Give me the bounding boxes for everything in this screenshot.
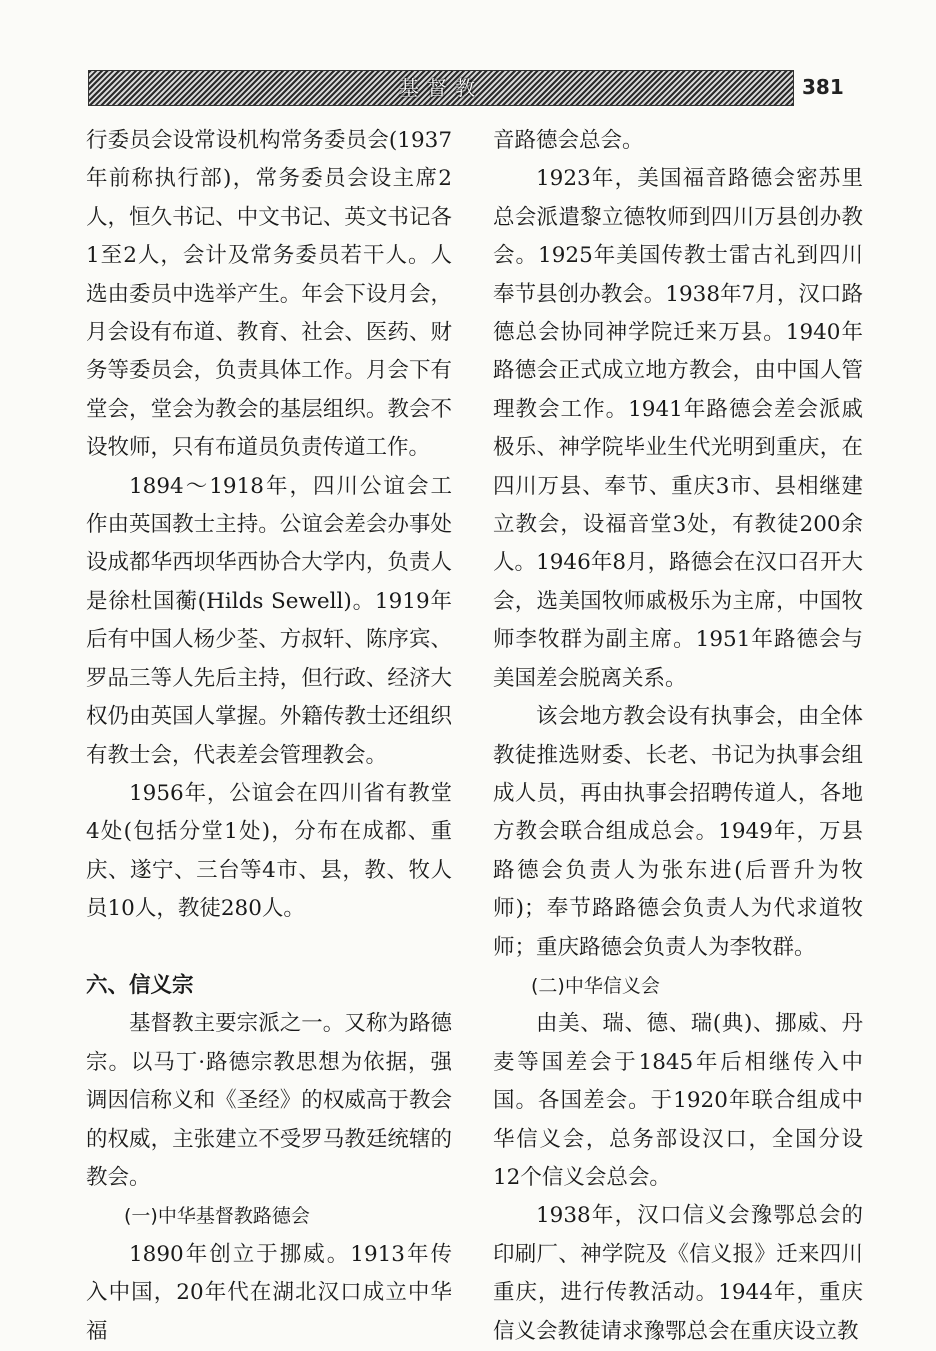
paragraph: 行委员会设常设机构常务委员会(1937年前称执行部)，常务委员会设主席2人，恒久书记、中文书记、英文书记各1至2人，会计及常务委员若干人。人选由委员中选举产生。年会下设月会，月会设有布道、教育、社会、医药、财务等委员会，负责具体工作。月会下有堂会，堂会为教会的基层组织。教会不设牧师，只有布道员负责传道工作。	[86, 128, 452, 461]
section-heading: 六、信义宗	[86, 972, 194, 998]
paragraph: 音路德会总会。	[493, 128, 644, 153]
paragraph: 1956年，公谊会在四川省有教堂4处(包括分堂1处)，分布在成都、重庆、遂宁、三台等4市、县，教、牧人员10人，教徒280人。	[86, 780, 452, 922]
paragraph: 1923年，美国福音路德会密苏里总会派遣黎立德牧师到四川万县创办教会。1925年美国传教士雷古礼到四川奉节县创办教会。1938年7月，汉口路德总会协同神学院迁来万县。1940年路德会正式成立地方教会，由中国人管理教会工作。1941年路德会差会派戚极乐、神学院毕业生代光明到重庆，在四川万县、奉节、重庆3市、县相继建立教会，设福音堂3处，有教徒200余人。1946年8月，路德会在汉口召开大会，选美国牧师戚极乐为主席，中国牧师李牧群为副主席。1951年路德会与美国差会脱离关系。	[493, 166, 863, 691]
page-number: 381	[802, 75, 844, 99]
section-spacer	[86, 929, 452, 967]
sub-heading: (一)中华基督教路德会	[124, 1205, 310, 1228]
right-column	[493, 122, 863, 1351]
paragraph: 1890年创立于挪威。1913年传入中国，20年代在湖北汉口成立中华福	[86, 1241, 452, 1344]
paragraph: 基督教主要宗派之一。又称为路德宗。以马丁·路德宗教思想为依据，强调因信称义和《圣经》的权威高于教会的权威，主张建立不受罗马教廷统辖的教会。	[86, 1011, 452, 1190]
paragraph: 1894～1918年，四川公谊会工作由英国教士主持。公谊会差会办事处设成都华西坝华西协合大学内，负责人是徐杜国蘅(Hilds Sewell)。1919年后有中国人杨少荃、方叔轩、陈序宾、罗品三等人先后主持，但行政、经济大权仍由英国人掌握。外籍传教士还组织有教士会，代表差会管理教会。	[86, 473, 452, 768]
sub-heading: (二)中华信义会	[531, 974, 660, 997]
running-header-bar	[88, 70, 794, 106]
left-column	[86, 122, 452, 1351]
paragraph: 1938年，汉口信义会豫鄂总会的印刷厂、神学院及《信义报》迁来四川重庆，进行传教活动。1944年，重庆信义会教徒请求豫鄂总会在重庆设立教	[493, 1203, 863, 1344]
paragraph: 由美、瑞、德、瑞(典)、挪威、丹麦等国差会于1845年后相继传入中国。各国差会。于1920年联合组成中华信义会，总务部设汉口，全国分设12个信义会总会。	[493, 1011, 863, 1190]
paragraph: 该会地方教会设有执事会，由全体教徒推选财委、长老、书记为执事会组成人员，再由执事会招聘传道人，各地方教会联合组成总会。1949年，万县路德会负责人为张东进(后晋升为牧师)；奉节路路德会负责人为代求道牧师；重庆路德会负责人为李牧群。	[493, 704, 863, 960]
running-header-title: 基督教	[399, 76, 483, 100]
